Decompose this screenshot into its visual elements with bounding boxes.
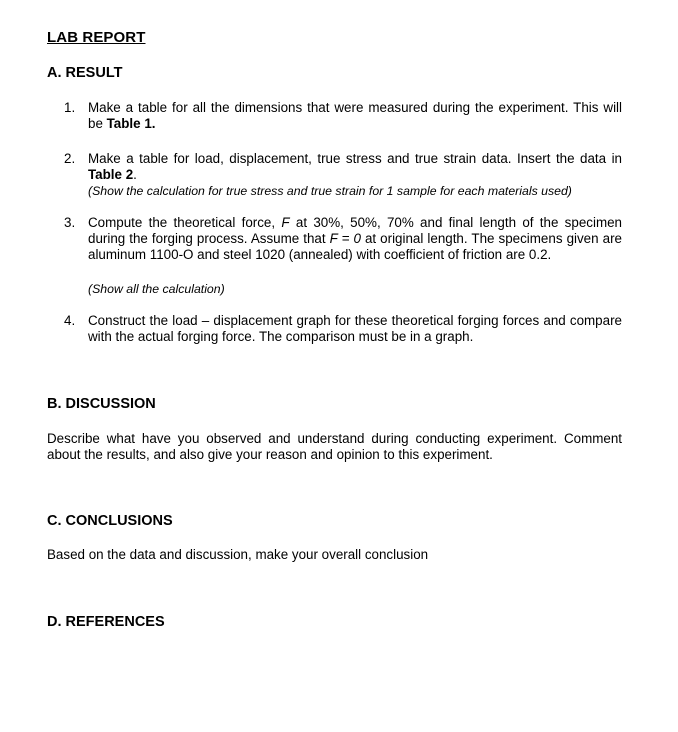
item-2-note: (Show the calculation for true stress and true strain for 1 sample for each materials used): [88, 184, 572, 198]
item-3-text-1: Compute the theoretical force,: [88, 215, 282, 230]
item-2-text-after: .: [133, 167, 137, 183]
item-1-text: [88, 100, 622, 132]
item-3-note: (Show all the calculation): [88, 282, 225, 296]
document-title: LAB REPORT: [47, 29, 146, 46]
section-d-heading: D. REFERENCES: [47, 614, 165, 630]
section-b-text: Describe what have you observed and understand during conducting experiment. Comment about the results, and also give your reason and opinion to this experiment.: [47, 431, 622, 463]
item-3-text-3: at original length. The specimens given are aluminum 1100-O and steel 1020 (annealed) with coefficient of friction are 0.2.: [88, 231, 622, 263]
item-1-text-main: Make a table for all the dimensions that were measured during the experiment. This will be: [88, 100, 622, 132]
item-2-text-main: Make a table for load, displacement, true stress and true strain data. Insert the data in: [88, 151, 622, 166]
item-3-text-2: at 30%, 50%, 70% and final length of the specimen during the forging process. Assume that: [88, 215, 622, 247]
item-2-table-ref: Table 2: [88, 167, 134, 183]
item-1-number: 1.: [64, 100, 76, 115]
item-2-number: 2.: [64, 151, 76, 166]
item-1-table-ref: Table 1.: [106, 116, 156, 132]
item-4-text: Construct the load – displacement graph for these theoretical forging forces and compare with the actual forging force. The comparison must be in a graph.: [88, 313, 622, 345]
item-3-var-f: F: [281, 215, 290, 230]
item-2-text: [88, 151, 622, 183]
section-a-heading: A. RESULT: [47, 65, 123, 81]
section-c-text: Based on the data and discussion, make your overall conclusion: [47, 547, 429, 562]
section-b-heading: B. DISCUSSION: [47, 396, 156, 412]
item-4-number: 4.: [64, 313, 76, 328]
item-3-text: [88, 215, 622, 264]
section-c-heading: C. CONCLUSIONS: [47, 513, 173, 529]
item-3-number: 3.: [64, 215, 76, 230]
item-3-var-f-zero: F = 0: [329, 231, 361, 247]
